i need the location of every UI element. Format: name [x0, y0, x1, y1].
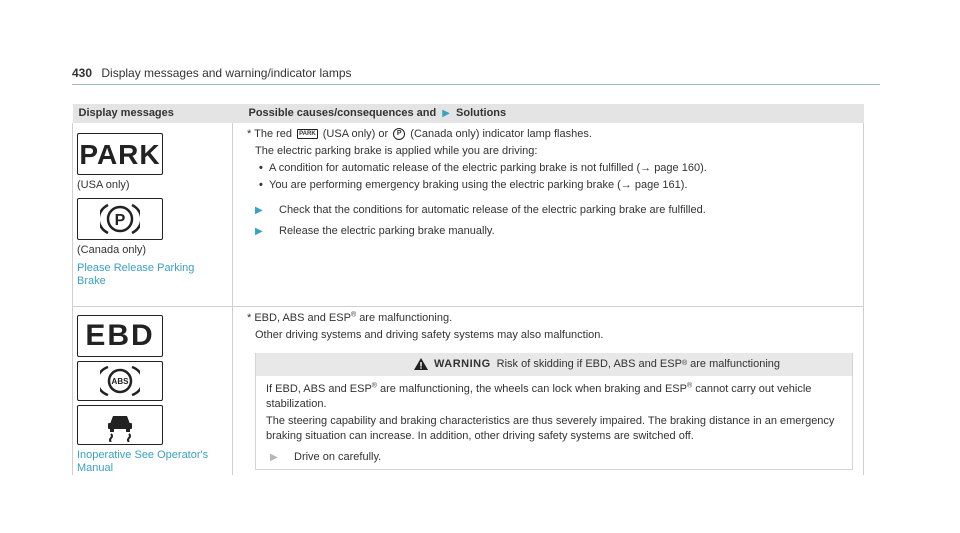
- registered-mark: ®: [686, 381, 693, 389]
- display-cell-ebd: [73, 306, 233, 475]
- warning-p1-mid: are malfunctioning, the wheels can lock when braking and ESP: [380, 382, 687, 395]
- causes-line-2: The electric parking brake is applied while you are driving:: [255, 145, 538, 157]
- play-arrow-icon: ▶: [255, 226, 263, 237]
- causes-cell-ebd: [233, 306, 864, 475]
- causes-line-1-suffix: (Canada only) indicator lamp flashes.: [410, 128, 592, 140]
- canada-caption: (Canada only): [77, 244, 147, 256]
- ebd-indicator-icon: [77, 315, 163, 357]
- inline-park-icon: PARK: [299, 131, 316, 138]
- table-header-row: [73, 104, 864, 123]
- col-header-causes: [233, 104, 864, 123]
- registered-mark: ®: [350, 310, 357, 318]
- inline-p-icon: P: [393, 128, 405, 140]
- action-text: Check that the conditions for automatic release of the electric parking brake are fulfilled.: [279, 204, 706, 216]
- play-arrow-icon: ▶: [442, 108, 450, 119]
- causes-bullet-list: [247, 161, 855, 193]
- col-header-causes-text: Possible causes/consequences and: [248, 107, 437, 119]
- play-arrow-icon: ▶: [255, 205, 263, 216]
- table-row: [73, 306, 864, 475]
- display-cell-parking: [73, 123, 233, 306]
- park-indicator-label: PARK: [79, 138, 161, 170]
- warning-triangle-icon: [414, 358, 428, 370]
- ebd-line-2: Other driving systems and driving safety systems may also malfunction.: [255, 328, 604, 341]
- abs-indicator-icon: [77, 361, 163, 401]
- list-item: • You are performing emergency braking using the electric parking brake (→ page 161).: [269, 178, 855, 193]
- warning-p1-prefix: If EBD, ABS and ESP: [266, 382, 372, 395]
- message-release-parking-brake: Please Release Parking Brake: [77, 262, 195, 287]
- usa-caption: (USA only): [77, 179, 130, 191]
- display-messages-table: [72, 104, 864, 475]
- warning-body: [256, 376, 852, 469]
- page-title: Display messages and warning/indicator lamps: [101, 66, 352, 80]
- col-header-display-messages: Display messages: [78, 107, 174, 119]
- action-item: [247, 224, 855, 239]
- warning-box: [255, 353, 853, 470]
- message-inoperative: Inoperative See Operator's Manual: [77, 448, 209, 474]
- causes-line-1: [247, 127, 855, 142]
- action-text: Release the electric parking brake manually.: [279, 225, 495, 237]
- warning-paragraph-2: The steering capability and braking characteristics are thus severely impaired. The braking distance in an emergency braking situation can increase. In addition, other driving safety systems are switched off.: [266, 414, 835, 442]
- warning-paragraph-1: [266, 382, 844, 412]
- warning-label: WARNING: [434, 357, 491, 370]
- warning-title-suffix: are malfunctioning: [690, 357, 780, 370]
- causes-line-1-prefix: * The red: [247, 128, 293, 140]
- ebd-line-1: [247, 311, 855, 326]
- warning-header: WARNING Risk of skidding if EBD, ABS and ESP ® are malfunctioning: [256, 353, 852, 376]
- warning-p1-suffix: cannot carry out vehicle stabilization.: [266, 382, 812, 410]
- causes-line-1-mid: (USA only) or: [322, 128, 389, 140]
- page-header: [72, 66, 880, 85]
- svg-text:P: P: [114, 212, 126, 229]
- registered-mark: ®: [371, 381, 377, 389]
- warning-title: Risk of skidding if EBD, ABS and ESP: [496, 357, 682, 370]
- action-text: Drive on carefully.: [294, 450, 382, 463]
- list-item: • A condition for automatic release of the electric parking brake is not fulfilled (→ page 160).: [269, 161, 855, 176]
- play-arrow-icon: ▶: [270, 451, 278, 463]
- ebd-line-1-suffix: are malfunctioning.: [359, 311, 453, 324]
- parking-brake-p-icon: [77, 198, 163, 240]
- table-row: [73, 123, 864, 306]
- ebd-line-1-prefix: * EBD, ABS and ESP: [247, 311, 351, 324]
- park-indicator-icon: [77, 133, 163, 175]
- esp-skid-car-icon: [77, 405, 163, 445]
- abs-indicator-label: ABS: [111, 376, 129, 386]
- causes-cell-parking: [233, 123, 864, 306]
- ebd-indicator-label: EBD: [85, 319, 155, 352]
- action-item: [266, 450, 844, 465]
- col-header-solutions-text: Solutions: [456, 107, 507, 119]
- action-item: [247, 203, 855, 218]
- page-number: 430: [72, 66, 93, 80]
